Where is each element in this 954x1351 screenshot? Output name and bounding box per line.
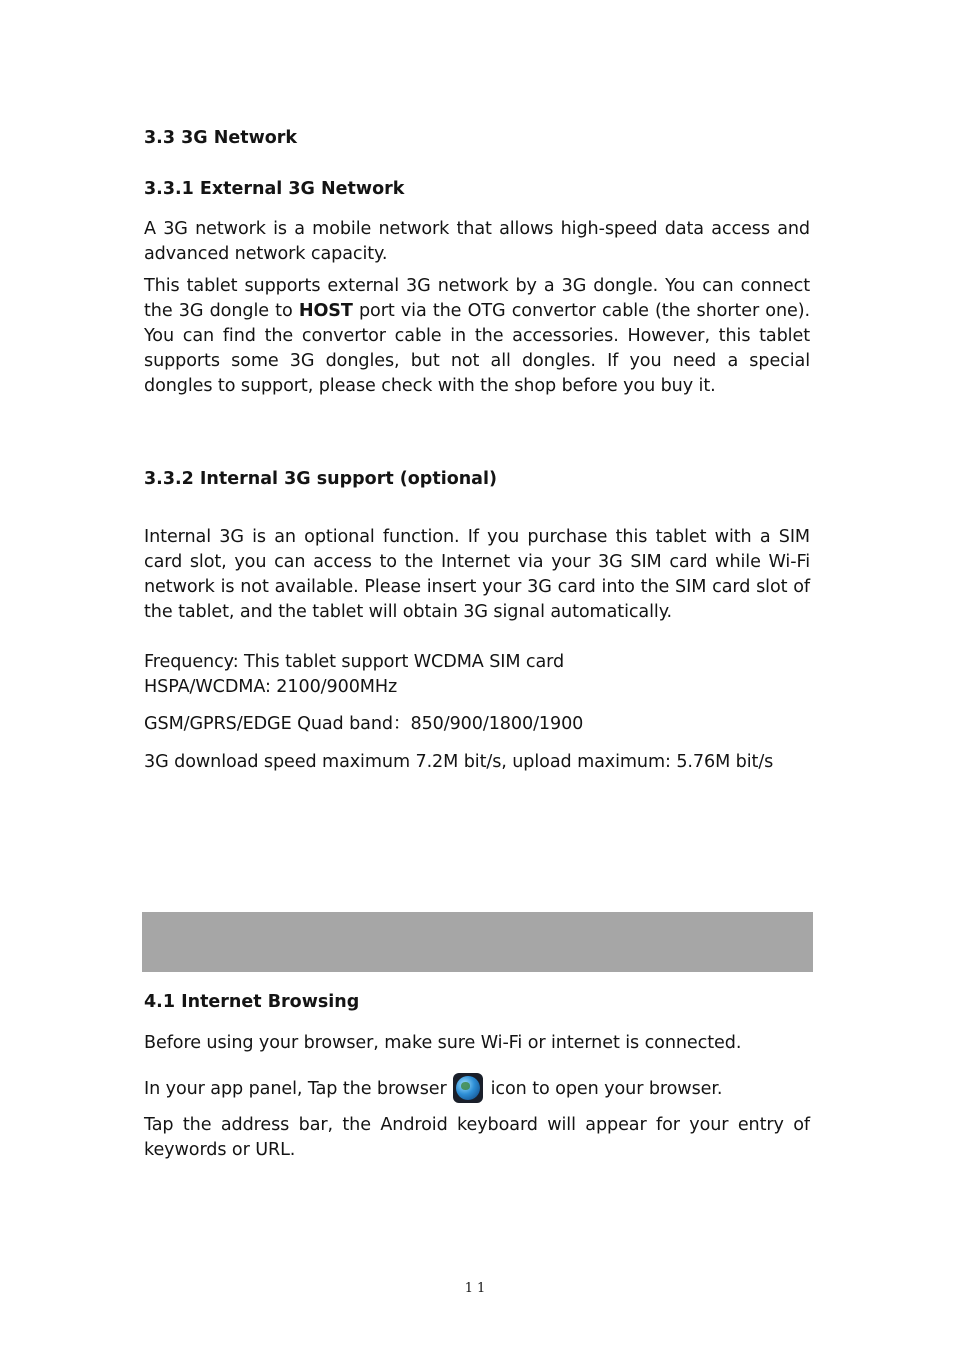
- chapter-banner: [142, 912, 813, 972]
- paragraph-3g-definition: A 3G network is a mobile network that allows high-speed data access and advanced network capacity.: [144, 219, 810, 264]
- paragraph-external-dongle: [144, 274, 810, 399]
- paragraph-text: This tablet supports external 3G network by a 3G dongle. You can connect the 3G dongle to: [144, 276, 810, 321]
- section-heading-4-1: 4.1 Internet Browsing: [144, 992, 360, 1012]
- globe-land-shape: [461, 1082, 470, 1090]
- page-number: 11: [464, 1281, 490, 1296]
- paragraph-before-browser: Before using your browser, make sure Wi-Fi or internet is connected.: [144, 1033, 742, 1053]
- paragraph-text: port via the OTG convertor cable (the shorter one). You can find the convertor cable in the accessories. However, this tablet supports some 3G dongles, but not all dongles. If you need a special dongles to support, please check with the shop before you buy it.: [144, 301, 811, 396]
- gsm-band-line: GSM/GPRS/EDGE Quad band：850/900/1800/1900: [144, 714, 584, 734]
- section-heading-3-3: 3.3 3G Network: [144, 128, 298, 148]
- paragraph-text: icon to open your browser.: [490, 1079, 723, 1099]
- section-heading-3-3-1: 3.3.1 External 3G Network: [144, 179, 405, 199]
- paragraph-open-browser: [144, 1073, 722, 1103]
- browser-globe-icon: [453, 1073, 483, 1103]
- frequency-line: Frequency: This tablet support WCDMA SIM card: [144, 652, 565, 672]
- section-heading-3-3-2: 3.3.2 Internal 3G support (optional): [144, 469, 497, 489]
- hspa-wcdma-line: HSPA/WCDMA: 2100/900MHz: [144, 677, 398, 697]
- paragraph-address-bar: Tap the address bar, the Android keyboard will appear for your entry of keywords or URL.: [144, 1115, 810, 1160]
- host-port-keyword: HOST: [298, 301, 353, 321]
- paragraph-internal-3g: Internal 3G is an optional function. If you purchase this tablet with a SIM card slot, you can access to the Internet via your 3G SIM card while Wi-Fi network is not available. Please insert your 3G card into the SIM card slot of the tablet, and the tablet will obtain 3G signal automatically.: [144, 527, 810, 622]
- paragraph-text: In your app panel, Tap the browser: [144, 1079, 447, 1099]
- speed-line: 3G download speed maximum 7.2M bit/s, upload maximum: 5.76M bit/s: [144, 752, 774, 772]
